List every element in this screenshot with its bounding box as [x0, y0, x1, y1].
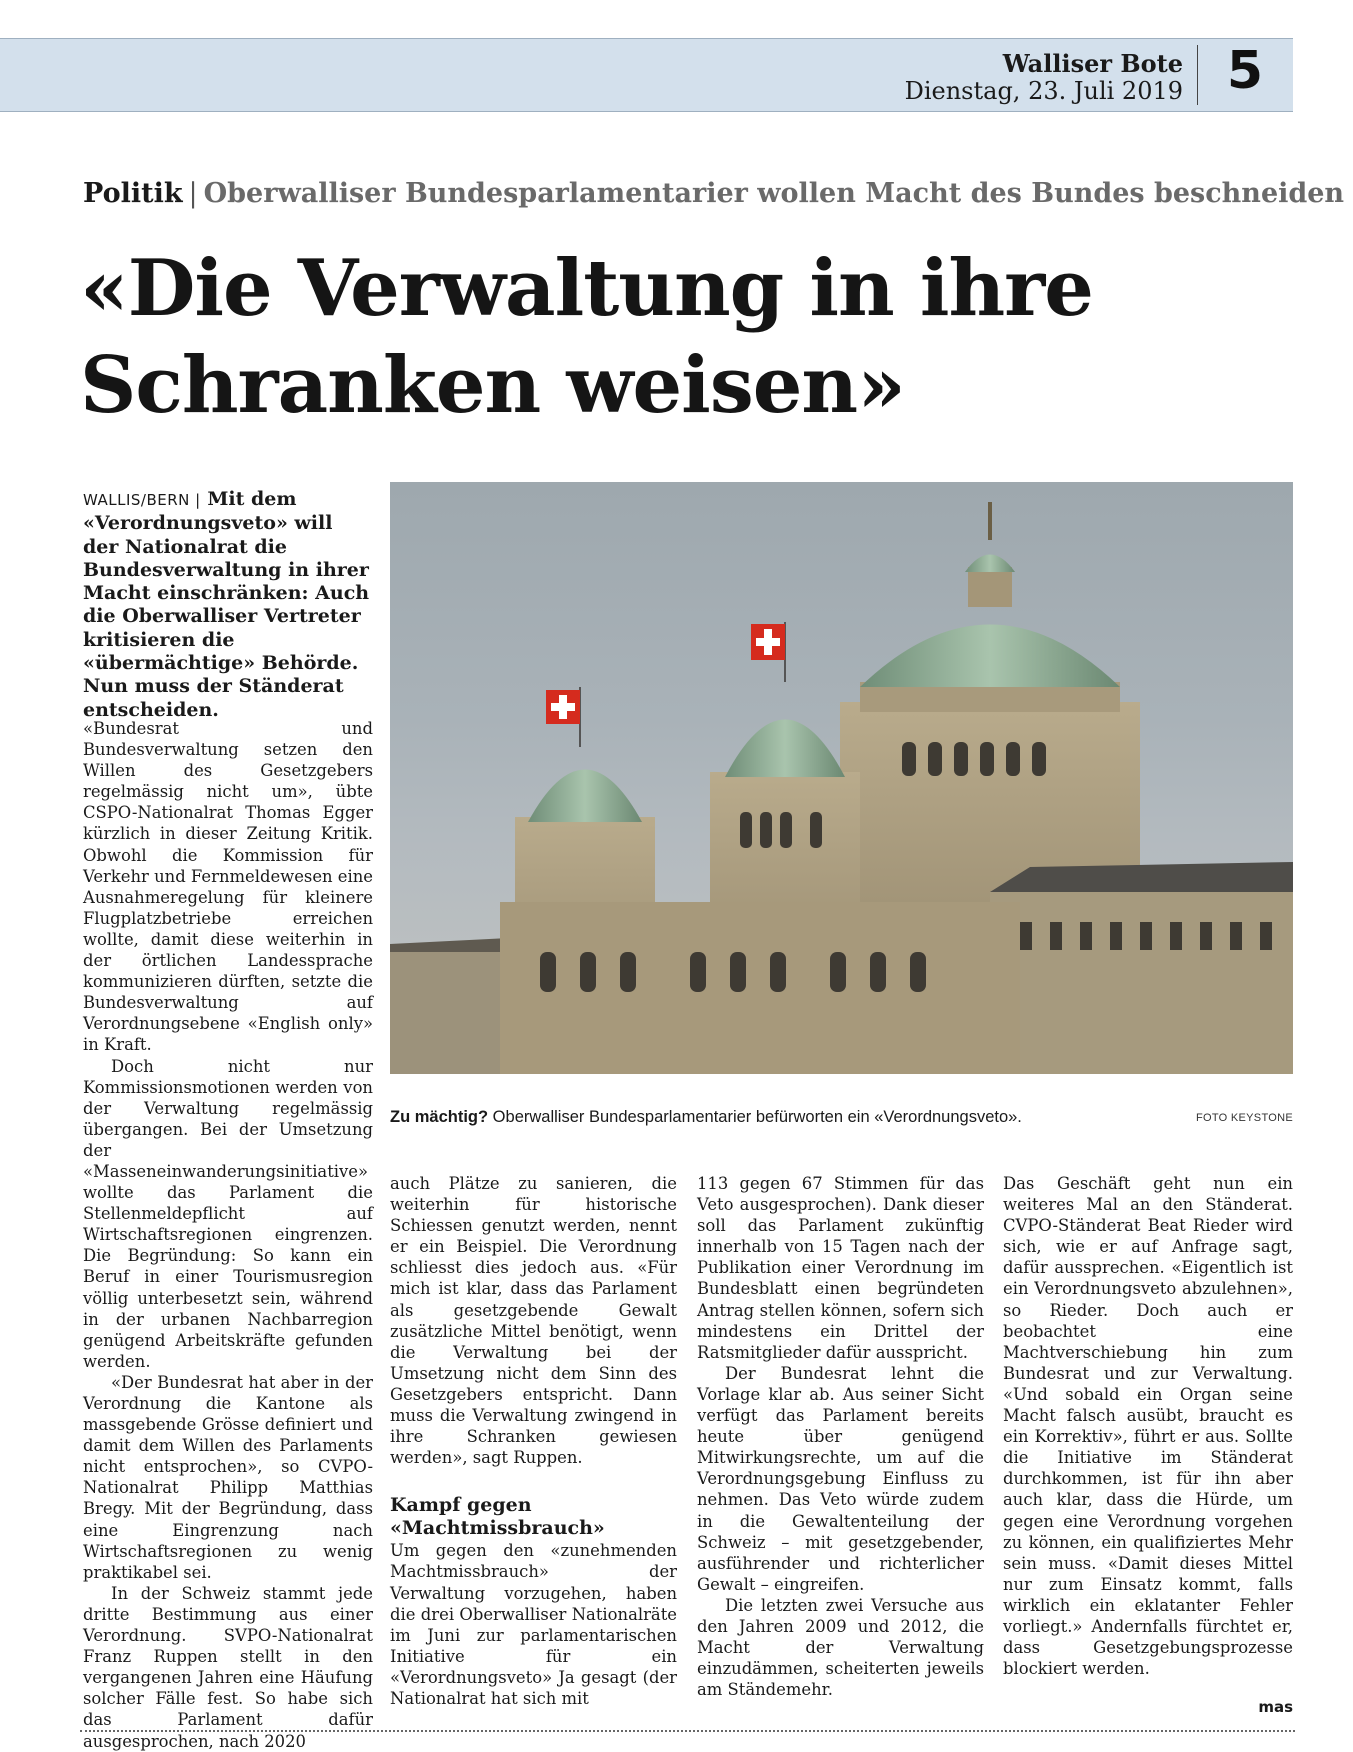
- body-column-2: [390, 1173, 677, 1713]
- page-header: [0, 38, 1293, 112]
- body-paragraph: Der Bundesrat lehnt die Vorlage klar ab. Aus seiner Sicht verfügt das Parlament bereits heute über genügend Mitwirkungsrechte, um auf die Verordnungsgebung Einfluss zu nehmen. Das Veto würde zudem in die Gewaltenteilung der Schweiz – mit gesetzgebender, ausführender und richterlicher Gewalt – eingreifen.: [697, 1363, 984, 1594]
- kicker-separator: |: [188, 178, 198, 209]
- bottom-rule: [80, 1730, 1295, 1732]
- body-paragraph: Um gegen den «zunehmenden Machtmissbrauch» der Verwaltung vorzugehen, haben die drei Oberwalliser Nationalräte im Juni zur parlamentarischen Initiative für ein «Verordnungsveto» Ja gesagt (der Nationalrat hat sich mit: [390, 1541, 677, 1708]
- body-column-1: [83, 718, 373, 1751]
- body-column-3: [697, 1173, 984, 1713]
- subheading: Kampf gegen «Machtmissbrauch»: [390, 1494, 605, 1540]
- author-initials: mas: [1258, 1698, 1293, 1716]
- issue-date: Dienstag, 23. Juli 2019: [904, 77, 1183, 105]
- kicker-topic: Oberwalliser Bundesparlamentarier wollen Macht des Bundes beschneiden: [203, 178, 1345, 209]
- kicker: [83, 178, 1345, 209]
- page-number: 5: [1226, 41, 1264, 101]
- caption-lead: Zu mächtig?: [390, 1108, 489, 1126]
- lead-text: Mit dem «Verordnungsveto» will der Nationalrat die Bundesverwaltung in ihrer Macht einschränken: Auch die Oberwalliser Vertreter kritisieren die «übermächtige» Behörde. Nun muss der Ständerat entscheiden.: [83, 488, 370, 721]
- body-paragraph: Das Geschäft geht nun ein weiteres Mal an den Ständerat. CVPO-Ständerat Beat Rieder wird sich, wie er auf Anfrage sagt, dafür aussprechen. «Eigentlich ist ein Verordnungsveto abzulehnen», so Rieder. Doch auch er beobachtet eine Machtverschiebung hin zum Bundesrat und zur Verwaltung. «Und sobald ein Organ seine Macht falsch ausübt, braucht es ein Korrektiv», führt er aus. Sollte die Initiative im Ständerat durchkommen, ist für ihn aber auch klar, dass die Hürde, um gegen eine Verordnung vorgehen zu können, ein qualifiziertes Mehr sein muss. «Damit dieses Mittel nur zum Einsatz kommt, falls wirklich ein eklatanter Fehler vorliegt.» Andernfalls fürchtet er, dass Gesetzgebungsprozesse blockiert werden.: [1003, 1174, 1293, 1679]
- headline: [80, 240, 1310, 434]
- caption-text: Oberwalliser Bundesparlamentarier befürworten ein «Verordnungsveto».: [488, 1108, 1022, 1126]
- body-column-4: [1003, 1173, 1293, 1713]
- body-paragraph: «Bundesrat und Bundesverwaltung setzen den Willen des Gesetzgebers regelmässig nicht um», übte CSPO-Nationalrat Thomas Egger kürzlich in dieser Zeitung Kritik. Obwohl die Kommission für Verkehr und Fernmeldewesen eine Ausnahmeregelung für kleinere Flugplatzbetriebe erreichen wollte, damit diese weiterhin in der örtlichen Landessprache kommunizieren dürften, setzte die Bundesverwaltung auf Verordnungsebene «English only» in Kraft.: [83, 719, 373, 1055]
- federal-palace-illustration: [390, 482, 1293, 1074]
- body-paragraph: «Der Bundesrat hat aber in der Verordnung die Kantone als massgebende Grösse definiert und damit dem Willen des Parlaments nicht entsprochen», so CVPO-Nationalrat Philipp Matthias Bregy. Mit der Begründung, dass eine Eingrenzung nach Wirtschaftsregionen zu wenig praktikabel sei.: [83, 1372, 373, 1582]
- section-label: Politik: [83, 178, 183, 209]
- photo-caption: [390, 1108, 1293, 1127]
- newspaper-name: Walliser Bote: [1002, 49, 1183, 78]
- body-paragraph: auch Plätze zu sanieren, die weiterhin für historische Schiessen genutzt werden, nennt er ein Beispiel. Die Verordnung schliesst dies jedoch aus. «Für mich ist klar, dass das Parlament als gesetzgebende Gewalt zusätzliche Mittel benötigt, wenn die Verwaltung bei der Umsetzung nicht dem Sinn des Gesetzgebers entspricht. Dann muss die Verwaltung zwingend in ihre Schranken gewiesen werden», sagt Ruppen.: [390, 1174, 677, 1468]
- headline-line-1: «Die Verwaltung in ihre: [80, 243, 1093, 334]
- body-paragraph: Doch nicht nur Kommissionsmotionen werden von der Verwaltung regelmässig übergangen. Bei der Umsetzung der «Masseneinwanderungsinitiative» wollte das Parlament die Stellenmeldepflicht auf Wirtschaftsregionen eingrenzen. Die Begründung: So kann ein Beruf in einer Tourismusregion völlig unterbesetzt sein, während in der urbanen Nachbarregion genügend Arbeitskräfte gefunden werden.: [83, 1056, 373, 1371]
- body-paragraph: 113 gegen 67 Stimmen für das Veto ausgesprochen). Dank dieser soll das Parlament zukünftig innerhalb von 15 Tagen nach der Publikation einer Verordnung im Bundesblatt einen begründeten Antrag stellen können, sofern sich mindestens ein Drittel der Ratsmitglieder dafür ausspricht.: [697, 1174, 984, 1362]
- lead-paragraph: [83, 488, 373, 722]
- headline-line-2: Schranken weisen»: [80, 340, 905, 431]
- header-divider: [1197, 45, 1198, 105]
- photo-credit: FOTO KEYSTONE: [1195, 1112, 1293, 1124]
- dateline: WALLIS/BERN |: [83, 491, 201, 509]
- body-paragraph: In der Schweiz stammt jede dritte Bestimmung aus einer Verordnung. SVPO-Nationalrat Franz Ruppen stellt in den vergangenen Jahren eine Häufung solcher Fälle fest. So habe sich das Parlament dafür ausgesprochen, nach 2020: [83, 1583, 373, 1751]
- body-paragraph: Die letzten zwei Versuche aus den Jahren 2009 und 2012, die Macht der Verwaltung einzudämmen, scheiterten jeweils am Ständemehr.: [697, 1595, 984, 1700]
- article-photo: [390, 482, 1293, 1074]
